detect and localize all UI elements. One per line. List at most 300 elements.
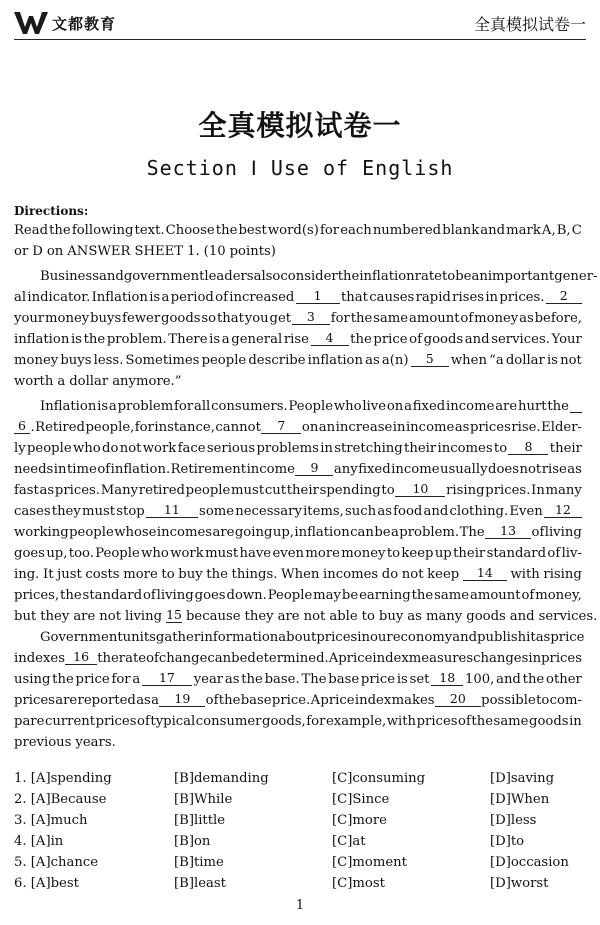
option-choice[interactable]: [D]When	[490, 792, 550, 807]
passage-word: index	[372, 651, 409, 666]
passage-word: fast	[14, 483, 39, 498]
passage-word: money	[474, 311, 519, 326]
passage-word: rate	[118, 651, 147, 666]
passage-word: goods,	[262, 714, 306, 729]
passage-word: of	[521, 588, 535, 603]
passage-word: to	[161, 567, 175, 582]
passage-word: many	[425, 609, 463, 624]
passage-word: as	[535, 630, 551, 645]
passage-word: rise	[283, 332, 309, 347]
passage-word: inflation	[294, 525, 350, 540]
passage-word: money	[341, 546, 386, 561]
passage-word: problem.	[106, 332, 167, 347]
answer-blank[interactable]: 4	[311, 329, 349, 346]
passage-word: who	[333, 399, 362, 414]
passage-word: also	[253, 269, 281, 284]
passage-word: must	[82, 504, 116, 519]
passage-word: following	[71, 223, 134, 238]
option-choice[interactable]: [B]demanding	[174, 771, 269, 786]
passage-word: who	[72, 441, 101, 456]
passage-word: consider	[280, 269, 338, 284]
passage-line	[14, 501, 582, 522]
passage-word: SHEET	[134, 244, 184, 259]
passage-word: income	[405, 420, 455, 435]
passage-word: gener-	[554, 269, 598, 284]
passage-word: fewer	[122, 311, 161, 326]
passage-word: living	[156, 588, 194, 603]
passage-word: period	[170, 290, 214, 305]
passage-word: a	[404, 399, 412, 414]
passage-word: income	[391, 462, 440, 477]
passage-word: our	[369, 630, 393, 645]
passage-word: word(s)	[267, 223, 319, 238]
passage-word: hurt	[517, 399, 547, 414]
option-choice[interactable]: [B]little	[174, 813, 226, 828]
passage-word: example,	[325, 714, 387, 729]
answer-blank[interactable]: 17	[142, 669, 192, 686]
passage-word: fixed	[412, 399, 446, 414]
passage-word: same	[434, 588, 470, 603]
passage-word: goes	[14, 546, 45, 561]
passage-word: the	[471, 714, 494, 729]
passage-word: a	[161, 290, 170, 305]
passage-word: of	[205, 693, 219, 708]
passage-word: of	[458, 714, 471, 729]
passage-word: their	[404, 441, 437, 456]
answer-blank[interactable]: 2	[546, 287, 582, 304]
passage-word: 1.	[187, 244, 200, 259]
passage-word: com-	[549, 693, 582, 708]
passage-word: the	[52, 672, 74, 687]
passage-word: people,	[85, 420, 135, 435]
passage-word: more	[123, 567, 158, 582]
passage-word: indicator.	[27, 290, 91, 305]
passage-word: get	[269, 311, 292, 326]
passage-word: causes	[369, 290, 415, 305]
passage-word: down.	[226, 588, 267, 603]
option-row	[14, 855, 586, 876]
passage-word: of	[409, 332, 422, 347]
passage-word: possible	[481, 693, 536, 708]
answer-blank[interactable]: 20	[435, 690, 481, 707]
passage-word: work	[170, 546, 204, 561]
passage-word: goes	[194, 588, 226, 603]
directions-label: Directions:	[14, 204, 89, 218]
passage-line	[40, 396, 582, 417]
answer-blank[interactable]: 18	[431, 669, 463, 686]
passage-word: the	[215, 223, 238, 238]
passage-word: goods	[423, 332, 464, 347]
passage-word: is	[546, 353, 558, 368]
passage-word: on	[386, 399, 404, 414]
passage-word: 100,	[464, 672, 495, 687]
passage-word: indexes	[14, 651, 65, 666]
passage-word: Business	[40, 269, 100, 284]
passage-word: rate	[414, 269, 442, 284]
passage-word: the	[218, 693, 241, 708]
passage-word: the	[241, 672, 263, 687]
passage-word: items,	[303, 504, 344, 519]
passage-word: to	[361, 609, 375, 624]
passage-word: amount	[408, 311, 460, 326]
section-heading: Section Ⅰ Use of English	[146, 156, 454, 180]
answer-blank[interactable]: 8	[508, 438, 548, 455]
option-choice[interactable]: [C]most	[332, 876, 385, 891]
answer-blank[interactable]: 11	[146, 501, 198, 518]
passage-word: are	[73, 609, 96, 624]
answer-blank[interactable]	[570, 396, 582, 413]
option-choice[interactable]: [B]on	[174, 834, 211, 849]
passage-line	[14, 585, 582, 606]
passage-word: they	[51, 504, 81, 519]
passage-word: ing.	[14, 567, 40, 582]
passage-word: A	[328, 651, 339, 666]
passage-word: rising	[446, 483, 485, 498]
passage-word: as	[519, 311, 534, 326]
passage-word: price	[338, 651, 373, 666]
passage-word: of	[137, 714, 150, 729]
passage-word: to	[386, 546, 401, 561]
passage-word: as	[407, 609, 422, 624]
option-row	[14, 876, 586, 897]
passage-word: money	[14, 353, 59, 368]
option-choice[interactable]: 4. [A]in	[14, 834, 64, 849]
passage-word: in	[569, 714, 582, 729]
passage-word: things.	[231, 567, 278, 582]
option-choice[interactable]: [C]more	[332, 813, 387, 828]
passage-word: and	[99, 269, 124, 284]
passage-word: prices.	[499, 290, 545, 305]
option-choice[interactable]: [B]While	[174, 792, 233, 807]
option-row	[14, 834, 586, 855]
passage-word: on	[46, 244, 64, 259]
passage-word: standard	[486, 546, 547, 561]
passage-word: too.	[68, 546, 94, 561]
option-choice[interactable]: [D]worst	[490, 876, 549, 891]
passage-word: earning	[359, 588, 411, 603]
passage-word: each	[340, 223, 372, 238]
option-choice[interactable]: 5. [A]chance	[14, 855, 99, 870]
header-divider	[14, 39, 586, 40]
passage-word: of	[531, 525, 545, 540]
passage-word: People	[288, 399, 334, 414]
passage-word: as	[377, 504, 392, 519]
passage-word: face	[177, 441, 206, 456]
passage-word: current	[44, 714, 96, 729]
passage-word: consumers.	[211, 399, 288, 414]
passage-word: a	[151, 693, 160, 708]
passage-word: ANSWER	[67, 244, 131, 259]
passage-word: is	[396, 672, 408, 687]
answer-blank[interactable]: 15	[166, 607, 182, 622]
passage-word: goods	[529, 714, 569, 729]
passage-word: not	[99, 609, 122, 624]
passage-word: not	[519, 462, 542, 477]
passage-word: standard	[82, 588, 143, 603]
passage-word: able	[329, 609, 358, 624]
passage-word: cases	[14, 504, 51, 519]
passage-word: live	[362, 399, 387, 414]
passage-word: cut	[264, 483, 287, 498]
option-row	[14, 792, 586, 813]
passage-word: stretching	[334, 441, 403, 456]
answer-blank[interactable]: 5	[411, 350, 449, 367]
passage-word: the	[206, 567, 228, 582]
passage-word: is	[97, 399, 109, 414]
option-choice[interactable]: 3. [A]much	[14, 813, 88, 828]
passage-word: the	[83, 332, 106, 347]
passage-word: prices	[469, 420, 511, 435]
passage-word: of	[215, 290, 228, 305]
passage-word: for	[319, 223, 340, 238]
passage-word: the	[350, 311, 373, 326]
passage-word: in	[357, 630, 370, 645]
passage-word: fixed	[358, 462, 391, 477]
passage-word: rising	[543, 567, 582, 582]
passage-word: Inflation	[91, 290, 148, 305]
passage-word: dollar	[69, 374, 109, 389]
passage-word: base	[328, 672, 360, 687]
passage-word: prices.	[54, 483, 101, 498]
passage-word: prices	[14, 693, 55, 708]
passage-word: are	[212, 525, 235, 540]
passage-word: any	[333, 462, 358, 477]
answer-blank[interactable]: 6	[14, 417, 30, 434]
answer-blank[interactable]: 1	[296, 287, 340, 304]
passage-word: rises	[452, 290, 485, 305]
passage-word: your	[14, 311, 45, 326]
passage-word: living	[125, 609, 163, 624]
passage-word: problem	[117, 399, 174, 414]
passage-line	[14, 669, 582, 690]
passage-word: be	[374, 525, 391, 540]
passage-word: do	[381, 567, 399, 582]
option-choice[interactable]: [C]consuming	[332, 771, 426, 786]
passage-word: needs	[14, 462, 54, 477]
option-choice[interactable]: 6. [A]best	[14, 876, 79, 891]
passage-word: up,	[46, 546, 68, 561]
passage-word: does	[488, 462, 519, 477]
passage-word: an	[318, 420, 336, 435]
passage-line	[14, 329, 582, 350]
passage-word: inflation	[14, 332, 70, 347]
passage-word: their	[549, 441, 582, 456]
passage-word: points)	[229, 244, 276, 259]
passage-word: buy	[378, 609, 404, 624]
passage-word: prices	[416, 714, 458, 729]
passage-word: such	[345, 504, 377, 519]
passage-word: instance,	[154, 420, 215, 435]
answer-blank[interactable]: 10	[395, 480, 445, 497]
passage-line	[14, 417, 582, 438]
passage-word: same	[373, 311, 409, 326]
passage-word: A	[310, 693, 321, 708]
passage-word: other	[546, 672, 582, 687]
passage-word: people	[69, 525, 114, 540]
option-choice[interactable]: 1. [A]spending	[14, 771, 112, 786]
passage-word: to	[493, 441, 508, 456]
passage-word: incomes	[437, 441, 493, 456]
passage-line	[14, 480, 582, 501]
passage-line	[14, 522, 582, 543]
option-choice[interactable]: [D]saving	[490, 771, 555, 786]
passage-word: measures	[408, 651, 474, 666]
passage-word: in	[53, 462, 67, 477]
passage-word: goods	[466, 609, 506, 624]
passage-word: determined.	[247, 651, 329, 666]
passage-word: cannot	[215, 420, 261, 435]
answer-blank[interactable]: 12	[544, 501, 582, 518]
passage-word: even	[272, 546, 305, 561]
passage-word: a(n)	[381, 353, 409, 368]
option-choice[interactable]: [D]to	[490, 834, 525, 849]
page-header	[14, 8, 586, 38]
passage-word: reported	[77, 693, 136, 708]
passage-word: necessary	[235, 504, 302, 519]
passage-word: an	[471, 269, 488, 284]
passage-line	[14, 308, 582, 329]
passage-word: clothing.	[449, 504, 509, 519]
passage-line	[14, 241, 582, 262]
passage-word: may	[313, 588, 341, 603]
passage-word: just	[57, 567, 82, 582]
passage-word: of	[146, 651, 159, 666]
passage-word: less.	[93, 353, 124, 368]
passage-word: be	[341, 588, 359, 603]
passage-word: incomes	[156, 525, 213, 540]
option-row	[14, 771, 586, 792]
answer-blank[interactable]: 14	[463, 564, 507, 581]
passage-word: a	[57, 374, 66, 389]
passage-word: to	[536, 693, 550, 708]
passage-word: al	[14, 290, 27, 305]
passage-word: and	[452, 630, 478, 645]
passage-word: (10	[203, 244, 226, 259]
passage-word: a	[132, 672, 141, 687]
passage-word: rapid	[415, 290, 451, 305]
answer-blank[interactable]: 13	[485, 522, 531, 539]
passage-word: food	[393, 504, 423, 519]
passage-word: Elder-	[541, 420, 582, 435]
passage-word: money,	[535, 588, 582, 603]
passage-word: when	[450, 353, 487, 368]
passage-word: is	[209, 332, 221, 347]
passage-word: typical	[150, 714, 196, 729]
option-choice[interactable]: 2. [A]Because	[14, 792, 107, 807]
passage-word: they	[244, 609, 274, 624]
passage-word: people	[201, 353, 247, 368]
passage-word: or	[14, 244, 29, 259]
passage-word: as	[224, 672, 240, 687]
passage-word: year	[193, 672, 224, 687]
passage-word: be	[455, 269, 472, 284]
passage-word: important	[487, 269, 555, 284]
option-choice[interactable]: [B]least	[174, 876, 226, 891]
passage-word: in	[320, 441, 333, 456]
answer-blank[interactable]: 16	[65, 648, 97, 665]
passage-word: buys	[60, 353, 92, 368]
passage-word: with	[386, 714, 417, 729]
passage-word: some	[199, 504, 235, 519]
answer-blank[interactable]: 19	[159, 690, 205, 707]
answer-blank[interactable]: 3	[292, 308, 330, 325]
passage-word: to	[381, 483, 395, 498]
passage-word: problems	[256, 441, 319, 456]
option-choice[interactable]: [D]occasion	[490, 855, 569, 870]
page-title: 全真模拟试卷一	[198, 109, 402, 142]
passage-word: is	[70, 332, 82, 347]
passage-word: change	[158, 651, 208, 666]
passage-word: prices	[316, 630, 358, 645]
passage-word: price	[75, 672, 110, 687]
option-choice[interactable]: [C]moment	[332, 855, 407, 870]
passage-word: dollar	[505, 353, 545, 368]
passage-word: going	[234, 525, 273, 540]
passage-line	[14, 690, 582, 711]
passage-word: Even	[509, 504, 543, 519]
passage-word: publish	[477, 630, 527, 645]
passage-word: liv-	[561, 546, 582, 561]
passage-word: increased	[229, 290, 295, 305]
passage-word: describe	[248, 353, 306, 368]
passage-word: and	[480, 223, 506, 238]
passage-word: can	[207, 651, 232, 666]
passage-word: Many	[100, 483, 139, 498]
passage-word: changes	[473, 651, 529, 666]
option-choice[interactable]: [C]at	[332, 834, 366, 849]
passage-word: for	[306, 714, 326, 729]
passage-line	[14, 287, 582, 308]
option-choice[interactable]: [D]less	[490, 813, 537, 828]
passage-word: government	[123, 269, 205, 284]
passage-word: People	[95, 546, 140, 561]
passage-word: the	[337, 269, 360, 284]
passage-word: are	[55, 693, 78, 708]
option-choice[interactable]: [B]time	[174, 855, 224, 870]
passage-word: the	[522, 672, 545, 687]
passage-word: all	[193, 399, 211, 414]
passage-word: Choose	[165, 223, 215, 238]
passage-word: on	[301, 420, 319, 435]
passage-word: people	[26, 441, 72, 456]
passage-word: for	[330, 311, 350, 326]
passage-word: prices	[541, 651, 582, 666]
passage-word: retired	[138, 483, 185, 498]
passage-word: general	[231, 332, 283, 347]
passage-word: time	[67, 462, 97, 477]
passage-word: the	[411, 588, 434, 603]
passage-word: people	[185, 483, 231, 498]
passage-line	[14, 371, 582, 392]
brand-logo	[14, 10, 116, 36]
passage-word: about	[278, 630, 317, 645]
passage-word: Read	[14, 223, 49, 238]
passage-word: goods	[161, 311, 201, 326]
passage-word: and	[509, 609, 535, 624]
option-row	[14, 813, 586, 834]
answer-blank[interactable]: 9	[295, 459, 333, 476]
passage-word: problem.	[399, 525, 460, 540]
passage-word: services.	[538, 609, 598, 624]
passage-word: price	[320, 693, 355, 708]
option-choice[interactable]: [C]Since	[332, 792, 390, 807]
answer-blank[interactable]: 7	[261, 417, 301, 434]
passage-word: People	[267, 588, 313, 603]
passage-word: leaders	[204, 269, 254, 284]
passage-word: are	[495, 399, 518, 414]
passage-word: inflation.	[110, 462, 171, 477]
passage-line	[14, 438, 582, 459]
